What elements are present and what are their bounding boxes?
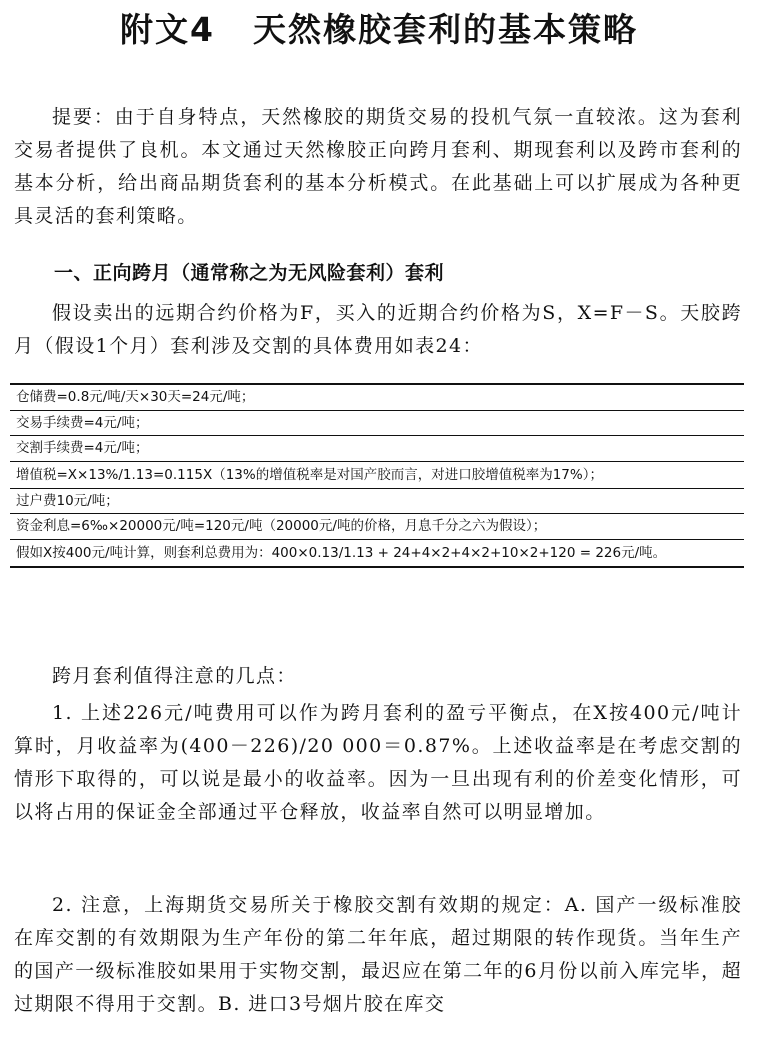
table-row: 交易手续费=4元/吨；	[10, 411, 744, 437]
table-row: 增值税=X×13%/1.13=0.115X（13%的增值税率是对国产胶而言，对进口胶增值税率为17%）；	[10, 462, 744, 489]
title-text: 天然橡胶套利的基本策略	[252, 10, 638, 49]
appendix-label: 附文4	[120, 10, 215, 49]
cost-table	[10, 383, 744, 568]
section-heading: 一、正向跨月（通常称之为无风险套利）套利	[54, 262, 445, 284]
table-row: 资金利息=6‰×20000元/吨=120元/吨（20000元/吨的价格，月息千分之六为假设）；	[10, 514, 744, 540]
abstract-paragraph: 提要：由于自身特点，天然橡胶的期货交易的投机气氛一直较浓。这为套利交易者提供了良机。本文通过天然橡胶正向跨月套利、期现套利以及跨市套利的基本分析，给出商品期货套利的基本分析模式。在此基础上可以扩展成为各种更具灵活的套利策略。	[14, 106, 742, 227]
table-row: 假如X按400元/吨计算，则套利总费用为：400×0.13/1.13 + 24+4×2+4×2+10×2+120 = 226元/吨。	[16, 544, 667, 561]
table-row: 交割手续费=4元/吨；	[10, 436, 744, 462]
page-title	[0, 4, 758, 51]
note-2-paragraph: 2. 注意，上海期货交易所关于橡胶交割有效期的规定：A. 国产一级标准胶在库交割的有效期限为生产年份的第二年年底，超过期限的转作现货。当年生产的国产一级标准胶如果用于实物交割，最迟应在第二年的6月份以前入库完毕，超过期限不得用于交割。B. 进口3号烟片胶在库交	[14, 894, 742, 1015]
table-row: 仓储费=0.8元/吨/天×30天=24元/吨；	[10, 385, 744, 411]
table-row: 过户费10元/吨；	[10, 489, 744, 515]
note-1-paragraph: 1. 上述226元/吨费用可以作为跨月套利的盈亏平衡点，在X按400元/吨计算时，月收益率为(400－226)/20 000＝0.87%。上述收益率是在考虑交割的情形下取得的，可以说是最小的收益率。因为一旦出现有利的价差变化情形，可以将占用的保证金全部通过平仓释放，收益率自然可以明显增加。	[14, 702, 742, 823]
notes-heading: 跨月套利值得注意的几点：	[52, 665, 297, 687]
intro-paragraph: 假设卖出的远期合约价格为F，买入的近期合约价格为S，X=F－S。天胶跨月（假设1个月）套利涉及交割的具体费用如表24：	[14, 302, 742, 357]
